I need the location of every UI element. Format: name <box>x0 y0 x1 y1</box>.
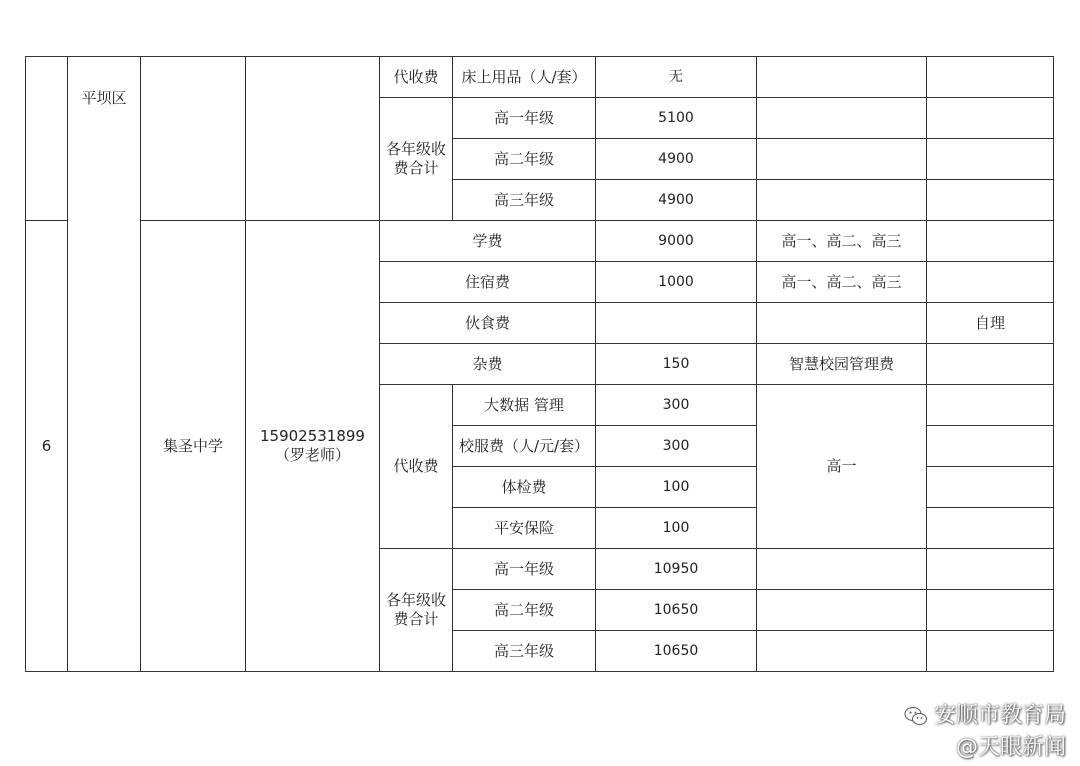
watermark-source <box>904 700 1066 732</box>
contact-cell <box>246 221 380 672</box>
amount-cell: 300 <box>596 385 757 426</box>
item-cell: 高三年级 <box>453 180 596 221</box>
note-cell <box>757 180 927 221</box>
note-cell <box>757 590 927 631</box>
district-cell: 平坝区 <box>68 57 141 672</box>
seq-cell-prev <box>26 57 68 221</box>
item-cell: 学费 <box>380 221 596 262</box>
item-cell: 伙食费 <box>380 303 596 344</box>
watermark-line1: 安顺市教育局 <box>933 703 1066 728</box>
amount-cell: 150 <box>596 344 757 385</box>
amount-cell: 1000 <box>596 262 757 303</box>
remark-cell <box>927 262 1054 303</box>
table-row <box>26 221 1054 262</box>
item-cell: 住宿费 <box>380 262 596 303</box>
contact-cell-prev <box>246 57 380 221</box>
note-cell <box>757 631 927 672</box>
remark-cell <box>927 631 1054 672</box>
remark-cell: 自理 <box>927 303 1054 344</box>
remark-cell <box>927 549 1054 590</box>
item-cell: 高三年级 <box>453 631 596 672</box>
amount-cell <box>596 303 757 344</box>
note-cell: 高一 <box>757 385 927 549</box>
item-cell: 高一年级 <box>453 549 596 590</box>
amount-cell: 10650 <box>596 631 757 672</box>
contact-phone: 15902531899 <box>260 427 365 445</box>
remark-cell <box>927 180 1054 221</box>
amount-cell: 4900 <box>596 180 757 221</box>
item-cell: 杂费 <box>380 344 596 385</box>
remark-cell <box>927 221 1054 262</box>
school-cell: 集圣中学 <box>141 221 246 672</box>
item-cell: 平安保险 <box>453 508 596 549</box>
note-cell <box>757 303 927 344</box>
note-cell <box>757 98 927 139</box>
item-cell: 大数据 管理 <box>453 385 596 426</box>
amount-cell: 9000 <box>596 221 757 262</box>
amount-cell: 300 <box>596 426 757 467</box>
remark-cell <box>927 344 1054 385</box>
item-cell: 高二年级 <box>453 139 596 180</box>
amount-cell: 无 <box>596 57 757 98</box>
contact-name: （罗老师） <box>274 446 350 464</box>
amount-cell: 10650 <box>596 590 757 631</box>
note-cell: 高一、高二、高三 <box>757 221 927 262</box>
table-row <box>26 57 1054 98</box>
note-cell <box>757 549 927 590</box>
remark-cell <box>927 139 1054 180</box>
item-cell: 床上用品（人/套） <box>453 57 596 98</box>
remark-cell <box>927 467 1054 508</box>
watermark <box>904 700 1066 764</box>
remark-cell <box>927 426 1054 467</box>
item-cell: 校服费（人/元/套） <box>453 426 596 467</box>
note-cell: 高一、高二、高三 <box>757 262 927 303</box>
remark-cell <box>927 385 1054 426</box>
fee-table <box>25 56 1054 672</box>
amount-cell: 10950 <box>596 549 757 590</box>
amount-cell: 4900 <box>596 139 757 180</box>
watermark-handle <box>904 732 1066 764</box>
item-cell: 高二年级 <box>453 590 596 631</box>
item-cell: 体检费 <box>453 467 596 508</box>
note-cell: 智慧校园管理费 <box>757 344 927 385</box>
amount-cell: 100 <box>596 508 757 549</box>
category-cell: 代收费 <box>380 385 453 549</box>
category-cell: 各年级收费合计 <box>380 549 453 672</box>
amount-cell: 100 <box>596 467 757 508</box>
seq-cell: 6 <box>26 221 68 672</box>
remark-cell <box>927 590 1054 631</box>
remark-cell <box>927 98 1054 139</box>
wechat-icon <box>904 704 928 728</box>
note-cell <box>757 57 927 98</box>
category-cell: 代收费 <box>380 57 453 98</box>
remark-cell <box>927 57 1054 98</box>
remark-cell <box>927 508 1054 549</box>
item-cell: 高一年级 <box>453 98 596 139</box>
school-cell-prev <box>141 57 246 221</box>
watermark-line2: @天眼新闻 <box>955 735 1066 760</box>
amount-cell: 5100 <box>596 98 757 139</box>
category-cell: 各年级收费合计 <box>380 98 453 221</box>
note-cell <box>757 139 927 180</box>
